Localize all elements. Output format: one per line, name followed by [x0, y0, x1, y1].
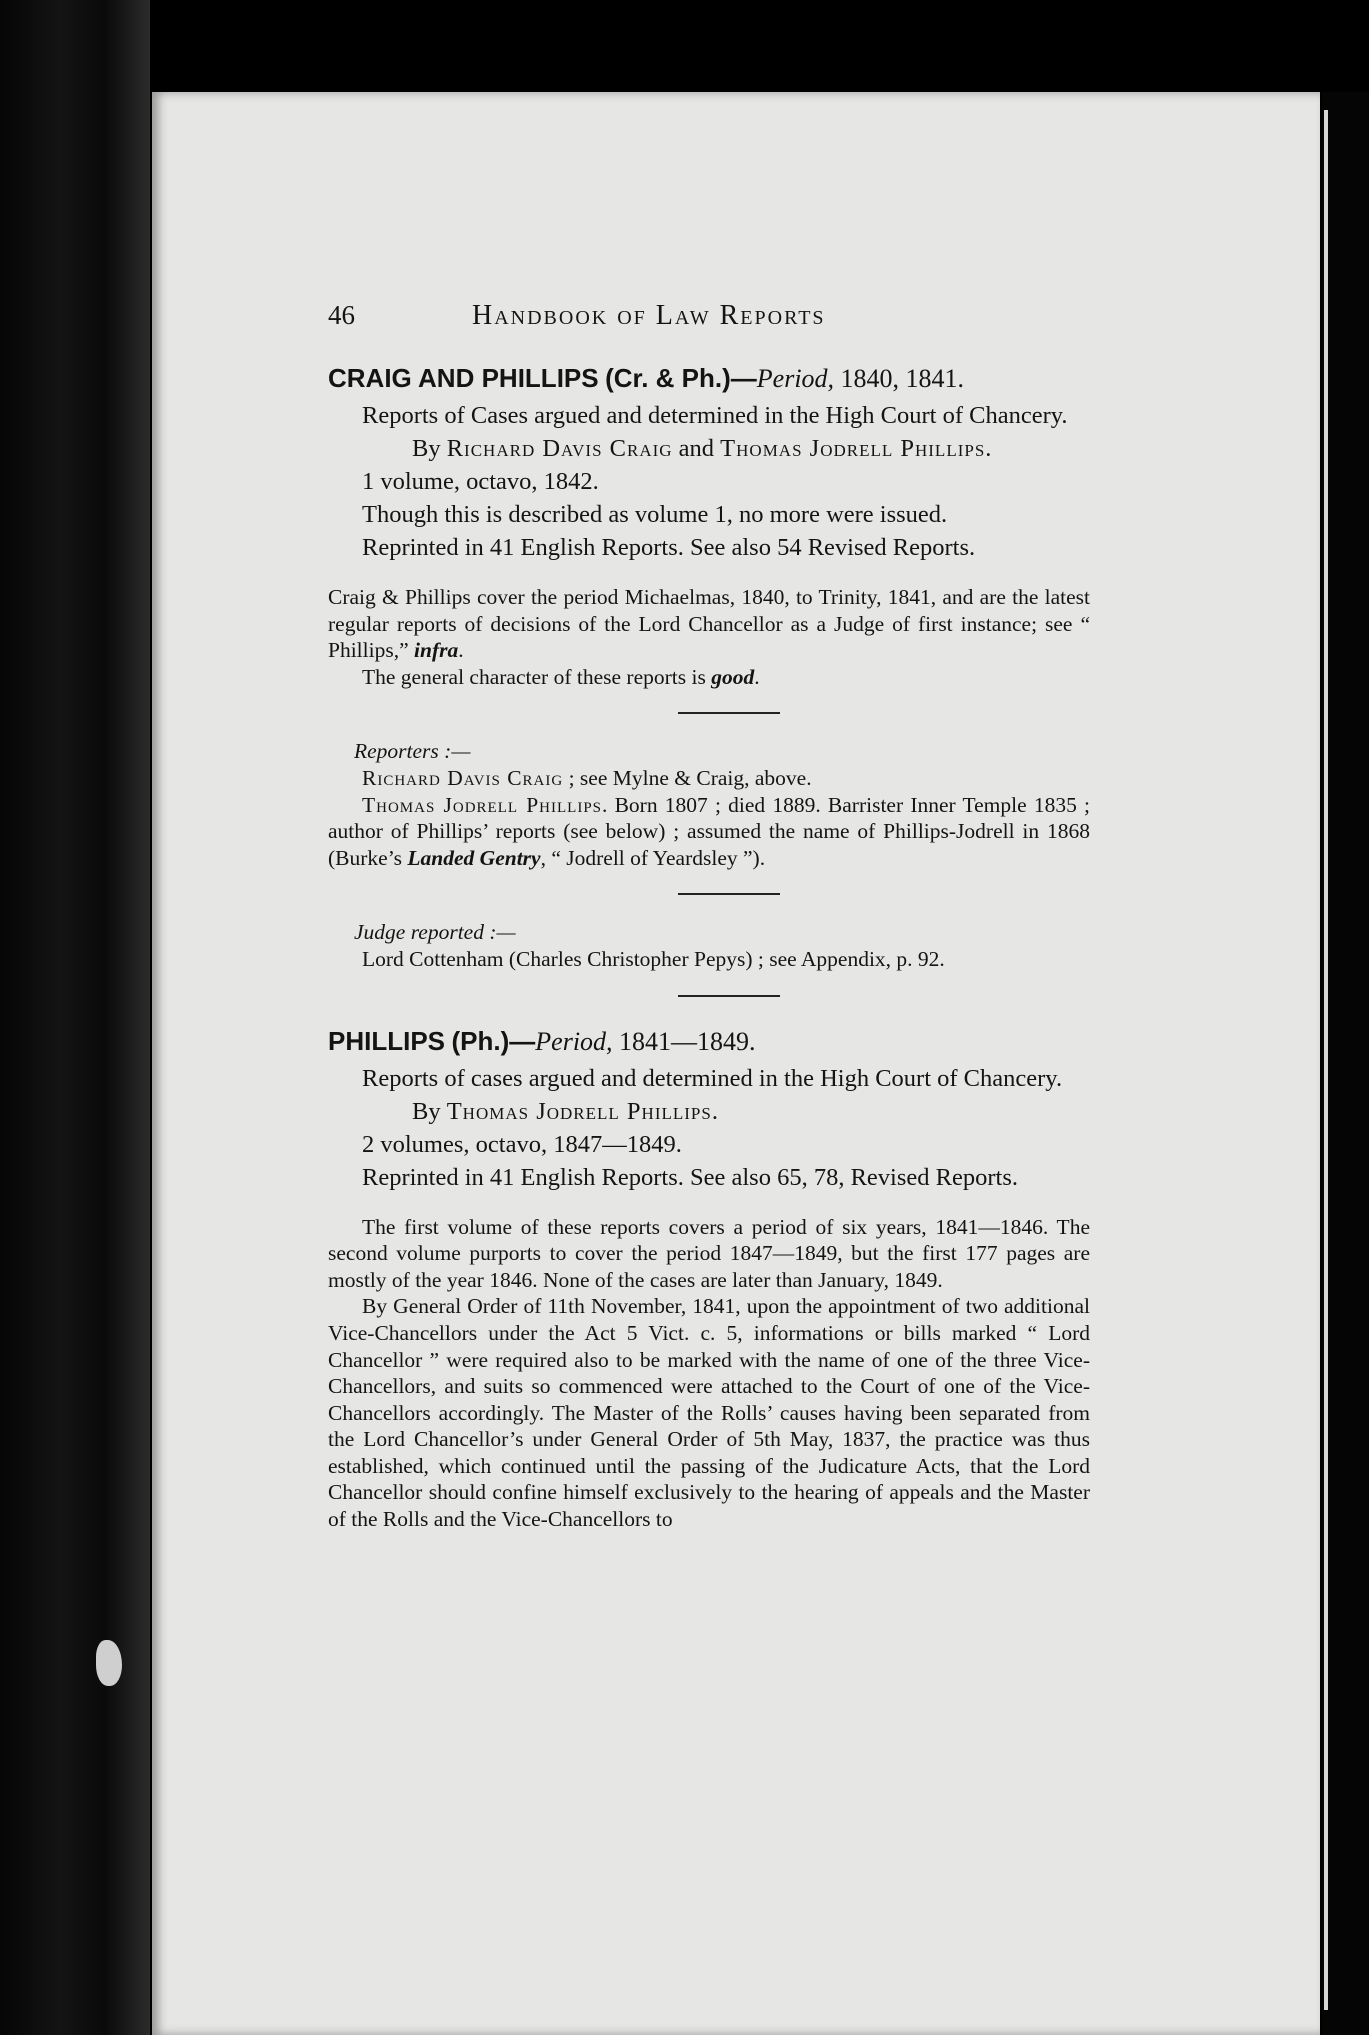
book-binding — [0, 0, 150, 2035]
conjunction: and — [672, 435, 721, 462]
character-text: The general character of these reports is — [362, 664, 712, 689]
reporter-entry — [328, 765, 1090, 792]
reprint-line: Reprinted in 41 English Reports. See also 54 Revised Reports. — [362, 534, 976, 561]
commentary-paragraph: The first volume of these reports covers a period of six years, 1841—1846. The second volume purports to cover the period 1847—1849, but the first 177 pages are mostly of the year 1846. None of the cases are later than January, 1849. — [328, 1214, 1090, 1292]
author-name-2: Thomas Jodrell Phillips — [720, 435, 986, 462]
reporter-name: Thomas Jodrell Phillips — [362, 792, 603, 817]
entry-name: CRAIG AND PHILLIPS — [328, 363, 599, 393]
infra-emphasis: infra — [414, 638, 459, 663]
note-line: Though this is described as volume 1, no more were issued. — [362, 501, 948, 528]
character-paragraph — [328, 664, 1090, 691]
page-number: 46 — [328, 300, 355, 330]
volume-line: 2 volumes, octavo, 1847—1849. — [362, 1130, 682, 1158]
reporter-note: ; see Mylne & Craig, above. — [563, 765, 812, 790]
entry-name: PHILLIPS — [328, 1025, 446, 1056]
character-emphasis: good — [711, 664, 755, 689]
reprint-line: Reprinted in 41 English Reports. See also 65, 78, Revised Reports. — [362, 1163, 1018, 1191]
entry-heading-phillips — [328, 1021, 1090, 1062]
report-title-line — [362, 1062, 1090, 1128]
reporter-note-end: , “ Jodrell of Yeardsley ”). — [540, 845, 766, 870]
volume-line: 1 volume, octavo, 1842. — [362, 468, 599, 495]
report-title-line — [362, 399, 1090, 465]
report-title-text: Reports of Cases argued and determined in the High Court of Chancery. By — [362, 402, 1068, 462]
judge-label: Judge reported :— — [354, 920, 516, 945]
general-order-paragraph: By General Order of 11th November, 1841, upon the appointment of two additional Vice-Chancellors under the Act 5 Vict. c. 5, informations or bills marked “ Lord Chancellor ” were required also to be marked with the name of one of the three Vice-Chancellors, and suits so commenced were attached to the Court of one of the Vice-Chancellors accordingly. The Master of the Rolls’ causes having been separated from the Lord Chancellor’s under General Order of 5th May, 1837, the practice was thus established, which continued until the passing of the Judicature Acts, that the Lord Chancellor should confine himself exclusively to the hearing of appeals and the Master of the Rolls and the Vice-Chancellors to — [328, 1294, 1090, 1532]
entry-abbreviation: (Cr. & Ph.)— — [605, 363, 757, 393]
character-end: . — [754, 664, 760, 689]
period-mark: . — [985, 435, 992, 462]
period-mark: . — [711, 1097, 718, 1125]
reporters-label: Reporters :— — [354, 739, 471, 764]
section-rule — [678, 712, 780, 714]
reporter-entry — [328, 792, 1090, 872]
judge-section — [328, 919, 1090, 972]
commentary-paragraph — [328, 584, 1090, 664]
running-head — [328, 300, 1090, 340]
period-label: Period, — [756, 364, 835, 393]
facing-page-edge — [1322, 92, 1369, 2035]
running-title: Handbook of Law Reports — [472, 300, 826, 331]
author-name: Thomas Jodrell Phillips — [446, 1097, 712, 1125]
period-value: 1840, 1841. — [840, 364, 965, 393]
reporter-note: . Born 1807 ; died 1889. Barrister Inner Temple 1835 ; author of Phillips’ reports (see below) ; assumed the name of Phillips-Jodrell in 1868 (Burke’s — [328, 792, 1090, 870]
commentary-text: Craig & Phillips cover the period Michaelmas, 1840, to Trinity, 1841, and are the latest regular reports of decisions of the Lord Chancellor as a Judge of first instance; see “ Phillips,” — [328, 585, 1090, 663]
commentary-end: . — [458, 638, 464, 663]
author-name: Richard Davis Craig — [446, 435, 673, 462]
period-value: 1841—1849. — [619, 1026, 756, 1056]
entry-heading-craig-phillips — [328, 358, 1090, 399]
page-text — [328, 300, 1090, 1533]
section-rule — [678, 893, 780, 895]
paper-blemish — [96, 1640, 122, 1686]
reporters-section — [328, 738, 1090, 871]
period-label: Period, — [535, 1026, 613, 1056]
entry-abbreviation: (Ph.)— — [451, 1025, 536, 1056]
landed-gentry-emphasis: Landed Gentry — [407, 845, 541, 870]
reporter-name: Richard Davis Craig — [362, 765, 564, 790]
entry-description — [328, 399, 1090, 564]
report-title-text: Reports of cases argued and determined in the High Court of Chancery. By — [362, 1064, 1063, 1125]
next-page-edge — [1324, 110, 1328, 2010]
section-rule — [678, 995, 780, 997]
judge-text: Lord Cottenham (Charles Christopher Pepys) ; see Appendix, p. 92. — [362, 946, 945, 971]
entry-description — [328, 1062, 1090, 1194]
